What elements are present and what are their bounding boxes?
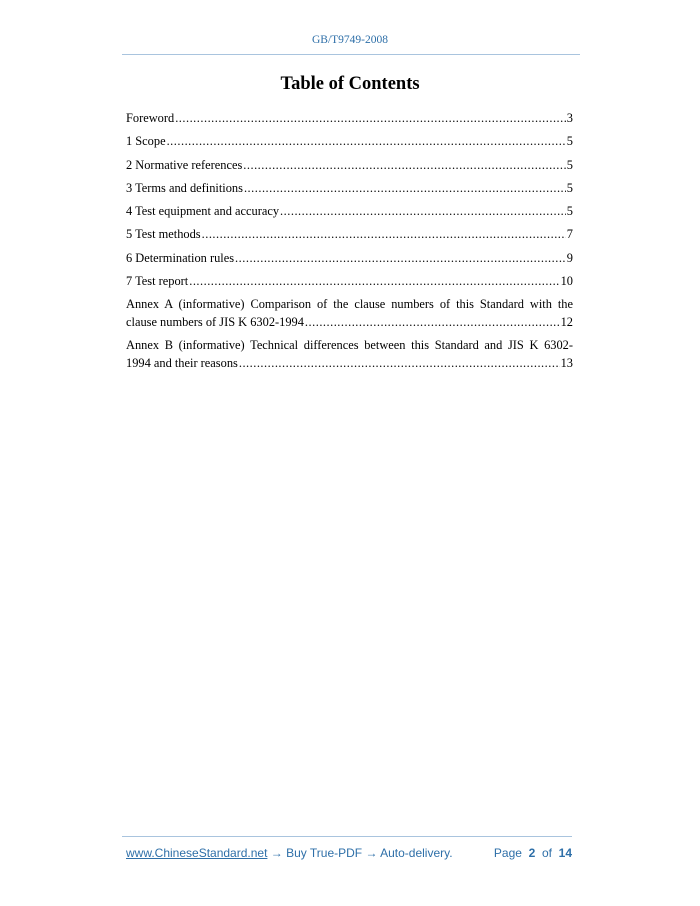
toc-entry-label: 6 Determination rules [126,250,235,265]
toc-page-number: 12 [560,315,573,330]
toc-entry-label: Annex A (informative) Comparison of the clause numbers of this Standard with the [126,297,573,312]
toc-entry-test-report[interactable] [126,272,573,295]
toc-entry-label-continued: clause numbers of JIS K 6302-1994 [126,315,304,330]
leader-dots [244,179,566,197]
leader-dots [202,225,566,243]
leader-dots [239,354,560,372]
toc-page-number: 5 [566,204,573,219]
toc-entry-annex-b[interactable] [126,336,573,372]
toc-page-number: 5 [566,157,573,172]
toc-entry-normative-references[interactable] [126,156,573,179]
footer-tagline: → Buy True-PDF → Auto-delivery. [267,846,453,860]
toc-entry-label: 7 Test report [126,274,189,289]
page-label: Page [493,846,522,860]
toc-entry-terms-definitions[interactable] [126,179,573,202]
footer-divider [122,836,572,837]
current-page-number: 2 [528,846,536,860]
page-title: Table of Contents [280,74,420,94]
toc-entry-scope[interactable] [126,132,573,155]
leader-dots [189,272,559,290]
toc-page-number: 9 [566,250,573,265]
page-of-label: of [541,846,552,860]
toc-entry-foreword[interactable] [126,109,573,132]
toc-entry-label: Annex B (informative) Technical differences between this Standard and JIS K 6302- [126,338,573,353]
toc-page-number: 3 [566,111,573,125]
leader-dots [280,202,566,220]
toc-entry-label: 4 Test equipment and accuracy [126,204,280,219]
toc-page-number: 13 [560,356,573,371]
table-of-contents [126,109,573,377]
website-link[interactable]: www.ChineseStandard.net [126,846,268,860]
page-footer [126,846,572,860]
toc-page-number: 10 [560,274,573,289]
toc-entry-label-continued: 1994 and their reasons [126,356,238,371]
footer-promo [126,846,453,860]
header-divider [122,54,580,55]
toc-entry-label: Foreword [126,111,175,125]
toc-page-number: 7 [566,227,573,242]
leader-dots [175,109,566,127]
toc-entry-determination-rules[interactable] [126,249,573,272]
leader-dots [235,249,566,267]
total-page-count: 14 [558,846,572,860]
toc-entry-label: 2 Normative references [126,157,243,172]
document-code-header: GB/T9749-2008 [311,34,389,46]
toc-entry-label: 1 Scope [126,134,166,149]
toc-page-number: 5 [566,134,573,149]
leader-dots [167,132,566,150]
leader-dots [243,156,566,174]
toc-entry-test-equipment[interactable] [126,202,573,225]
toc-entry-label: 5 Test methods [126,227,201,242]
toc-entry-label: 3 Terms and definitions [126,180,243,195]
leader-dots [305,313,560,331]
toc-entry-annex-a[interactable] [126,295,573,331]
toc-entry-test-methods[interactable] [126,225,573,248]
toc-page-number: 5 [566,180,573,195]
page-indicator [494,846,572,860]
